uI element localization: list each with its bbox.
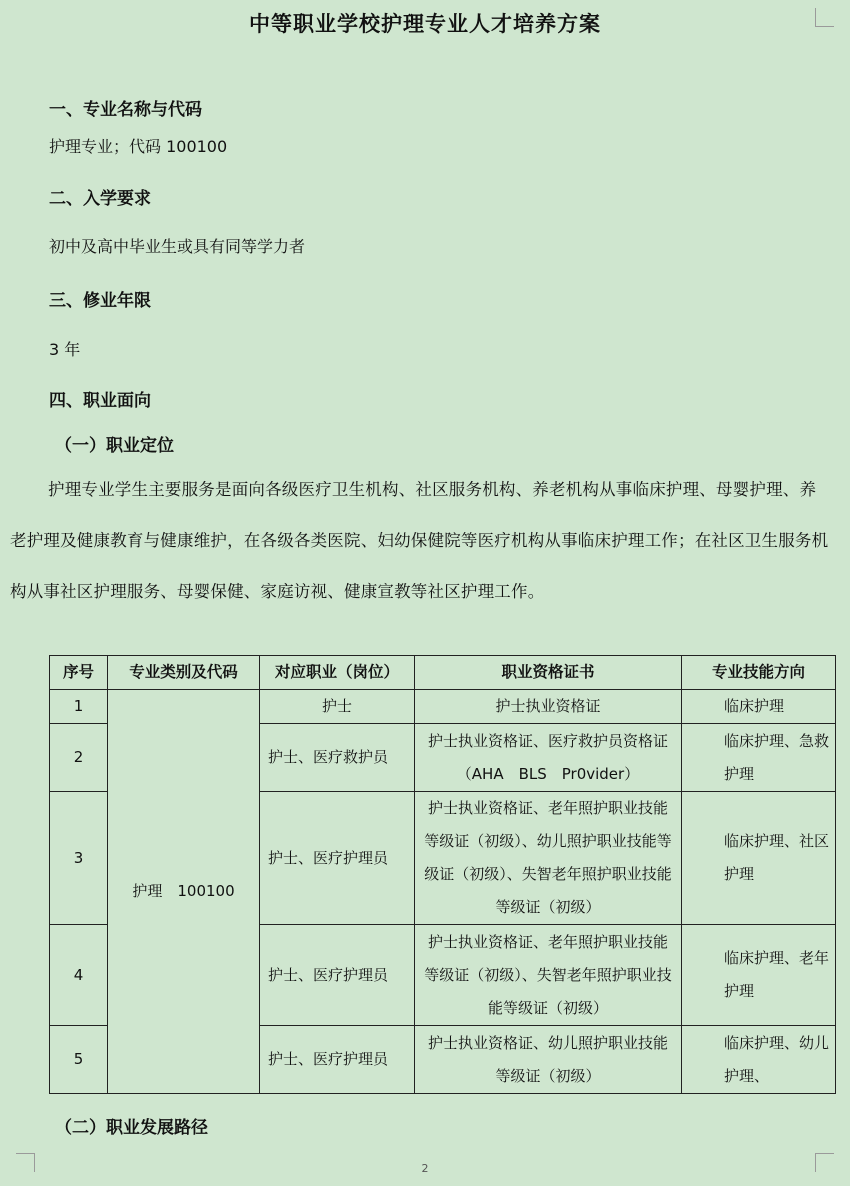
- skill-direction-cell: 临床护理、急救护理: [682, 724, 836, 792]
- job-cell: 护士: [260, 690, 415, 724]
- career-table: [49, 655, 836, 1094]
- subsection-heading: （一）职业定位: [55, 436, 174, 456]
- skill-direction-cell: 临床护理: [682, 690, 836, 724]
- table-header-cell: 专业类别及代码: [108, 656, 260, 690]
- table-row: [50, 690, 836, 724]
- table-header-cell: 序号: [50, 656, 108, 690]
- subsection-heading: （二）职业发展路径: [55, 1118, 208, 1138]
- cert-cell: 护士执业资格证: [415, 690, 682, 724]
- table-header-row: [50, 656, 836, 690]
- row-number: 1: [50, 690, 108, 724]
- section-body: 护理专业；代码 100100: [49, 137, 228, 156]
- section-heading: 四、职业面向: [49, 391, 151, 411]
- skill-direction-cell: 临床护理、社区护理: [682, 792, 836, 925]
- row-number: 3: [50, 792, 108, 925]
- section-heading: 二、入学要求: [49, 189, 151, 209]
- body-paragraph: 护理专业学生主要服务是面向各级医疗卫生机构、社区服务机构、养老机构从事临床护理、母婴护理、养老护理及健康教育与健康维护，在各级各类医院、妇幼保健院等医疗机构从事临床护理工作；在社区卫生服务机构从事社区护理服务、母婴保健、家庭访视、健康宣教等社区护理工作。: [10, 480, 829, 601]
- document-title: 中等职业学校护理专业人才培养方案: [249, 11, 601, 36]
- job-cell: 护士、医疗护理员: [260, 925, 415, 1026]
- table-header-cell: 职业资格证书: [415, 656, 682, 690]
- table-header-cell: 对应职业（岗位）: [260, 656, 415, 690]
- section-body: 初中及高中毕业生或具有同等学力者: [49, 237, 306, 256]
- row-number: 4: [50, 925, 108, 1026]
- skill-direction-cell: 临床护理、幼儿护理、: [682, 1026, 836, 1094]
- page-number: 2: [421, 1162, 429, 1175]
- section-body: 3 年: [49, 340, 81, 359]
- row-number: 5: [50, 1026, 108, 1094]
- cert-cell: 护士执业资格证、老年照护职业技能等级证（初级）、失智老年照护职业技能等级证（初级）: [415, 925, 682, 1026]
- table-header-cell: 专业技能方向: [682, 656, 836, 690]
- job-cell: 护士、医疗护理员: [260, 1026, 415, 1094]
- section-heading: 一、专业名称与代码: [49, 100, 202, 120]
- cert-cell: 护士执业资格证、老年照护职业技能等级证（初级）、幼儿照护职业技能等级证（初级）、失智老年照护职业技能等级证（初级）: [415, 792, 682, 925]
- job-cell: 护士、医疗救护员: [260, 724, 415, 792]
- skill-direction-cell: 临床护理、老年护理: [682, 925, 836, 1026]
- row-number: 2: [50, 724, 108, 792]
- cert-cell: 护士执业资格证、幼儿照护职业技能等级证（初级）: [415, 1026, 682, 1094]
- category-cell: 护理 100100: [108, 690, 260, 1094]
- job-cell: 护士、医疗护理员: [260, 792, 415, 925]
- section-heading: 三、修业年限: [49, 291, 151, 311]
- cert-cell: 护士执业资格证、医疗救护员资格证（AHA BLS Pr0vider）: [415, 724, 682, 792]
